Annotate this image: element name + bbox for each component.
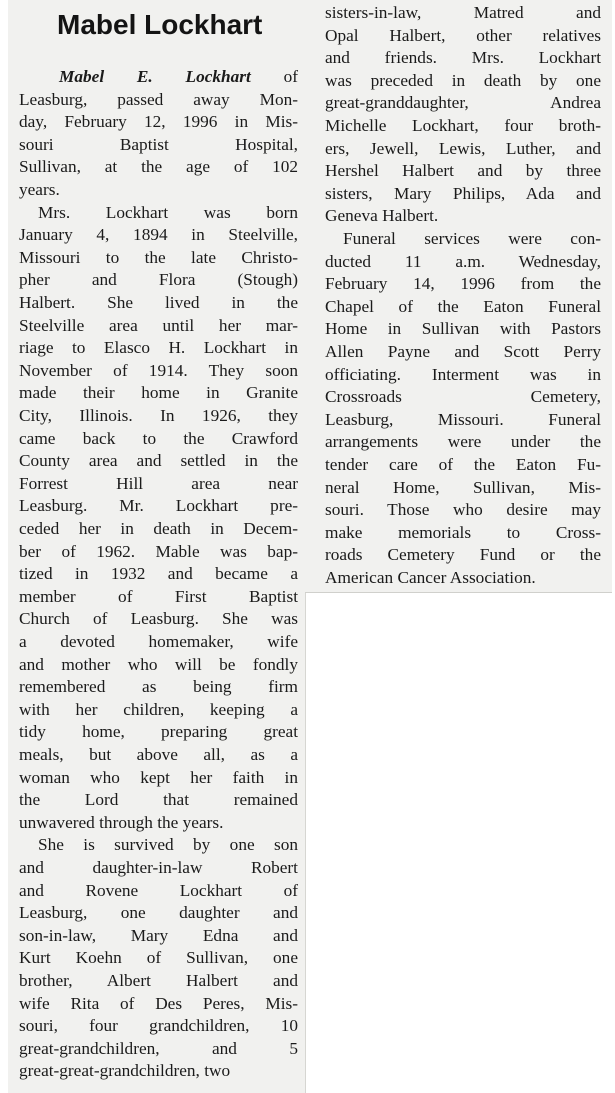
text-line: made their home in Granite xyxy=(19,383,298,403)
text-line: November of 1914. They soon xyxy=(19,360,298,380)
text-line: Leasburg, passed away Mon- xyxy=(19,89,298,109)
text-line: with her children, keeping a xyxy=(19,699,298,719)
text-line: Home in Sullivan with Pastors xyxy=(325,319,601,339)
text-line: was preceded in death by one xyxy=(325,70,601,90)
text-line: Steelville area until her mar- xyxy=(19,315,298,335)
text-line: member of First Baptist xyxy=(19,586,298,606)
deceased-name: Mabel E. Lockhart xyxy=(59,67,251,86)
text-line: American Cancer Association. xyxy=(325,568,536,587)
text-line: meals, but above all, as a xyxy=(19,745,298,764)
text-line: son-in-law, Mary Edna and xyxy=(19,925,298,945)
text-line: a devoted homemaker, wife xyxy=(19,632,298,651)
text-line: Leasburg, Missouri. Funeral xyxy=(325,409,601,429)
text-line: and friends. Mrs. Lockhart xyxy=(325,48,601,68)
text-line: ceded her in death in Decem- xyxy=(19,519,298,538)
text-line: County area and settled in the xyxy=(19,451,298,471)
text-line: great-great-grandchildren, two xyxy=(19,1061,231,1081)
text-line: years. xyxy=(19,180,60,199)
text-line xyxy=(19,66,298,89)
text-line: Opal Halbert, other relatives xyxy=(325,25,601,45)
text-line: tender care of the Eaton Fu- xyxy=(325,455,601,474)
obituary-column-left xyxy=(8,0,305,1093)
text-line: ers, Jewell, Lewis, Luther, and xyxy=(325,138,601,158)
text-line: Mrs. Lockhart was born xyxy=(38,202,298,222)
text-line: sisters-in-law, Matred and xyxy=(325,3,601,22)
text-line: unwavered through the years. xyxy=(19,812,224,832)
text-line: arrangements were under the xyxy=(325,432,601,452)
text-line: Hershel Halbert and by three xyxy=(325,161,601,181)
text-line: tized in 1932 and became a xyxy=(19,564,298,584)
text-line: and Rovene Lockhart of xyxy=(19,880,298,900)
text-line: Halbert. She lived in the xyxy=(19,293,298,312)
text-line: Funeral services were con- xyxy=(343,229,601,248)
text-line: great-granddaughter, Andrea xyxy=(325,93,601,113)
text-line: Missouri to the late Christo- xyxy=(19,247,298,267)
text-line: City, Illinois. In 1926, they xyxy=(19,406,298,425)
text-line: day, February 12, 1996 in Mis- xyxy=(19,112,298,132)
text-line: the Lord that remained xyxy=(19,790,298,810)
text-line: sisters, Mary Philips, Ada and xyxy=(325,183,601,203)
text-line: souri Baptist Hospital, xyxy=(19,134,298,154)
text-line: great-grandchildren, and 5 xyxy=(19,1038,298,1058)
text-line: Leasburg, one daughter and xyxy=(19,903,298,923)
text-line: tidy home, preparing great xyxy=(19,722,298,742)
text-line: remembered as being firm xyxy=(19,677,298,697)
text-line: February 14, 1996 from the xyxy=(325,274,601,294)
text-line: Chapel of the Eaton Funeral xyxy=(325,296,601,316)
text-line: wife Rita of Des Peres, Mis- xyxy=(19,993,298,1013)
text-line: neral Home, Sullivan, Mis- xyxy=(325,477,601,497)
text-line: riage to Elasco H. Lockhart in xyxy=(19,338,298,358)
text-line: Geneva Halbert. xyxy=(325,206,439,226)
text-line: make memorials to Cross- xyxy=(325,522,601,542)
text-line: pher and Flora (Stough) xyxy=(19,270,298,290)
text-line: officiating. Interment was in xyxy=(325,364,601,384)
text-line: roads Cemetery Fund or the xyxy=(325,545,601,565)
text-line: and mother who will be fondly xyxy=(19,654,298,674)
text-line: January 4, 1894 in Steelville, xyxy=(19,225,298,245)
text-line: brother, Albert Halbert and xyxy=(19,971,298,990)
text-line: Kurt Koehn of Sullivan, one xyxy=(19,948,298,968)
text-line: Michelle Lockhart, four broth- xyxy=(325,116,601,135)
text-line: souri. Those who desire may xyxy=(325,500,601,520)
text-line: Church of Leasburg. She was xyxy=(19,609,298,629)
text-fragment: of xyxy=(250,67,298,86)
obituary-headline: Mabel Lockhart xyxy=(57,9,263,40)
text-line: came back to the Crawford xyxy=(19,428,298,448)
text-line: woman who kept her faith in xyxy=(19,767,298,787)
text-line: Leasburg. Mr. Lockhart pre- xyxy=(19,496,298,516)
text-line: Allen Payne and Scott Perry xyxy=(325,342,601,361)
text-line: Crossroads Cemetery, xyxy=(325,387,601,407)
text-line: ber of 1962. Mable was bap- xyxy=(19,541,298,561)
text-line: She is survived by one son xyxy=(38,835,298,855)
obituary-column-right xyxy=(305,0,612,593)
text-line: souri, four grandchildren, 10 xyxy=(19,1016,298,1036)
text-line: Forrest Hill area near xyxy=(19,473,298,493)
text-line: ducted 11 a.m. Wednesday, xyxy=(325,251,601,271)
text-line: and daughter-in-law Robert xyxy=(19,858,298,877)
text-line: Sullivan, at the age of 102 xyxy=(19,157,298,177)
